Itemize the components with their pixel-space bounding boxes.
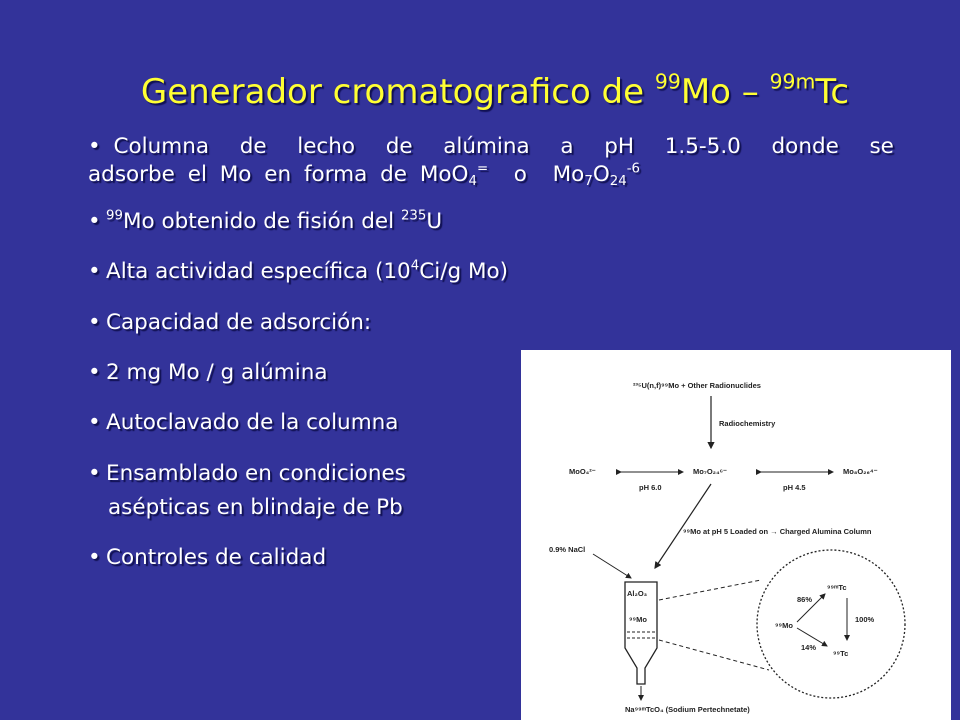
nacl-label: 0.9% NaCl: [549, 545, 586, 554]
loaded-label: ⁹⁹Mo at pH 5 Loaded on → Charged Alumina Column: [683, 527, 872, 536]
bullet-columna-word: • Columna: [88, 134, 210, 159]
bullet-columna-word: de: [385, 134, 413, 159]
generator-diagram-svg: [521, 350, 951, 720]
pertechnetate-label: Na⁹⁹ᵐTcO₄ (Sodium Pertechnetate): [625, 705, 750, 714]
bullet-columna-word: a: [560, 134, 574, 159]
bullet-fision: • $^{99}$Mo obtenido de fisión del $^{235}$U: [88, 208, 443, 234]
mo7-label: Mo₇O₂₄⁶⁻: [693, 467, 727, 476]
bullet-controles: • Controles de calidad: [88, 545, 327, 571]
arrow-load: [655, 484, 711, 568]
bullet-columna-line1: [88, 133, 894, 161]
slide-title: Generador cromatografico de $^{99}$Mo – $^{99m}$Tc: [140, 69, 850, 112]
bullet-autoclavado: • Autoclavado de la columna: [88, 410, 399, 436]
mo99-column-label: ⁹⁹Mo: [629, 615, 647, 624]
percent-100: 100%: [855, 615, 875, 624]
bullet-columna-word: se: [869, 134, 894, 159]
al2o3-label: Al₂O₃: [627, 589, 648, 598]
tc99m-label: ⁹⁹ᵐTc: [827, 583, 847, 592]
bullet-capacidad: • Capacidad de adsorción:: [88, 309, 372, 335]
arrow-nacl: [593, 554, 631, 578]
mo8-label: Mo₈O₂₆⁴⁻: [843, 467, 878, 476]
generator-diagram: [521, 350, 951, 720]
mo99-decay-label: ⁹⁹Mo: [775, 621, 793, 630]
zoom-line-top: [659, 580, 761, 600]
percent-86: 86%: [797, 595, 813, 604]
percent-14: 14%: [801, 643, 817, 652]
zoom-line-bottom: [659, 640, 769, 670]
bullet-actividad: • Alta actividad específica ($10^4Ci/g$ Mo): [88, 258, 509, 285]
radiochem-label: Radiochemistry: [719, 419, 776, 428]
ph45-label: pH 4.5: [783, 483, 806, 492]
bullet-columna-word: donde: [771, 134, 839, 159]
bullet-columna-word: 1.5-5.0: [664, 134, 741, 159]
bullet-columna-word: alúmina: [443, 134, 530, 159]
tc99-label: ⁹⁹Tc: [833, 649, 849, 658]
reaction-label: ²³⁵U(n,f)⁹⁹Mo + Other Radionuclides: [633, 381, 761, 390]
bullet-columna-word: de: [239, 134, 267, 159]
bullet-ensamblado: • Ensamblado en condiciones: [88, 460, 406, 486]
bullet-columna: [88, 133, 894, 190]
bullet-ensamblado-cont: asépticas en blindaje de Pb: [108, 495, 403, 520]
moo4-label: MoO₄²⁻: [569, 467, 596, 476]
bullet-columna-word: lecho: [297, 134, 356, 159]
bullet-mg: • 2 mg Mo / g alúmina: [88, 359, 328, 385]
ph6-label: pH 6.0: [639, 483, 662, 492]
bullet-columna-word: pH: [604, 134, 635, 159]
bullet-columna-line2: adsorbe el Mo en forma de MoO$_4$= o $Mo_7O_{24}^{-6}$: [88, 161, 641, 190]
